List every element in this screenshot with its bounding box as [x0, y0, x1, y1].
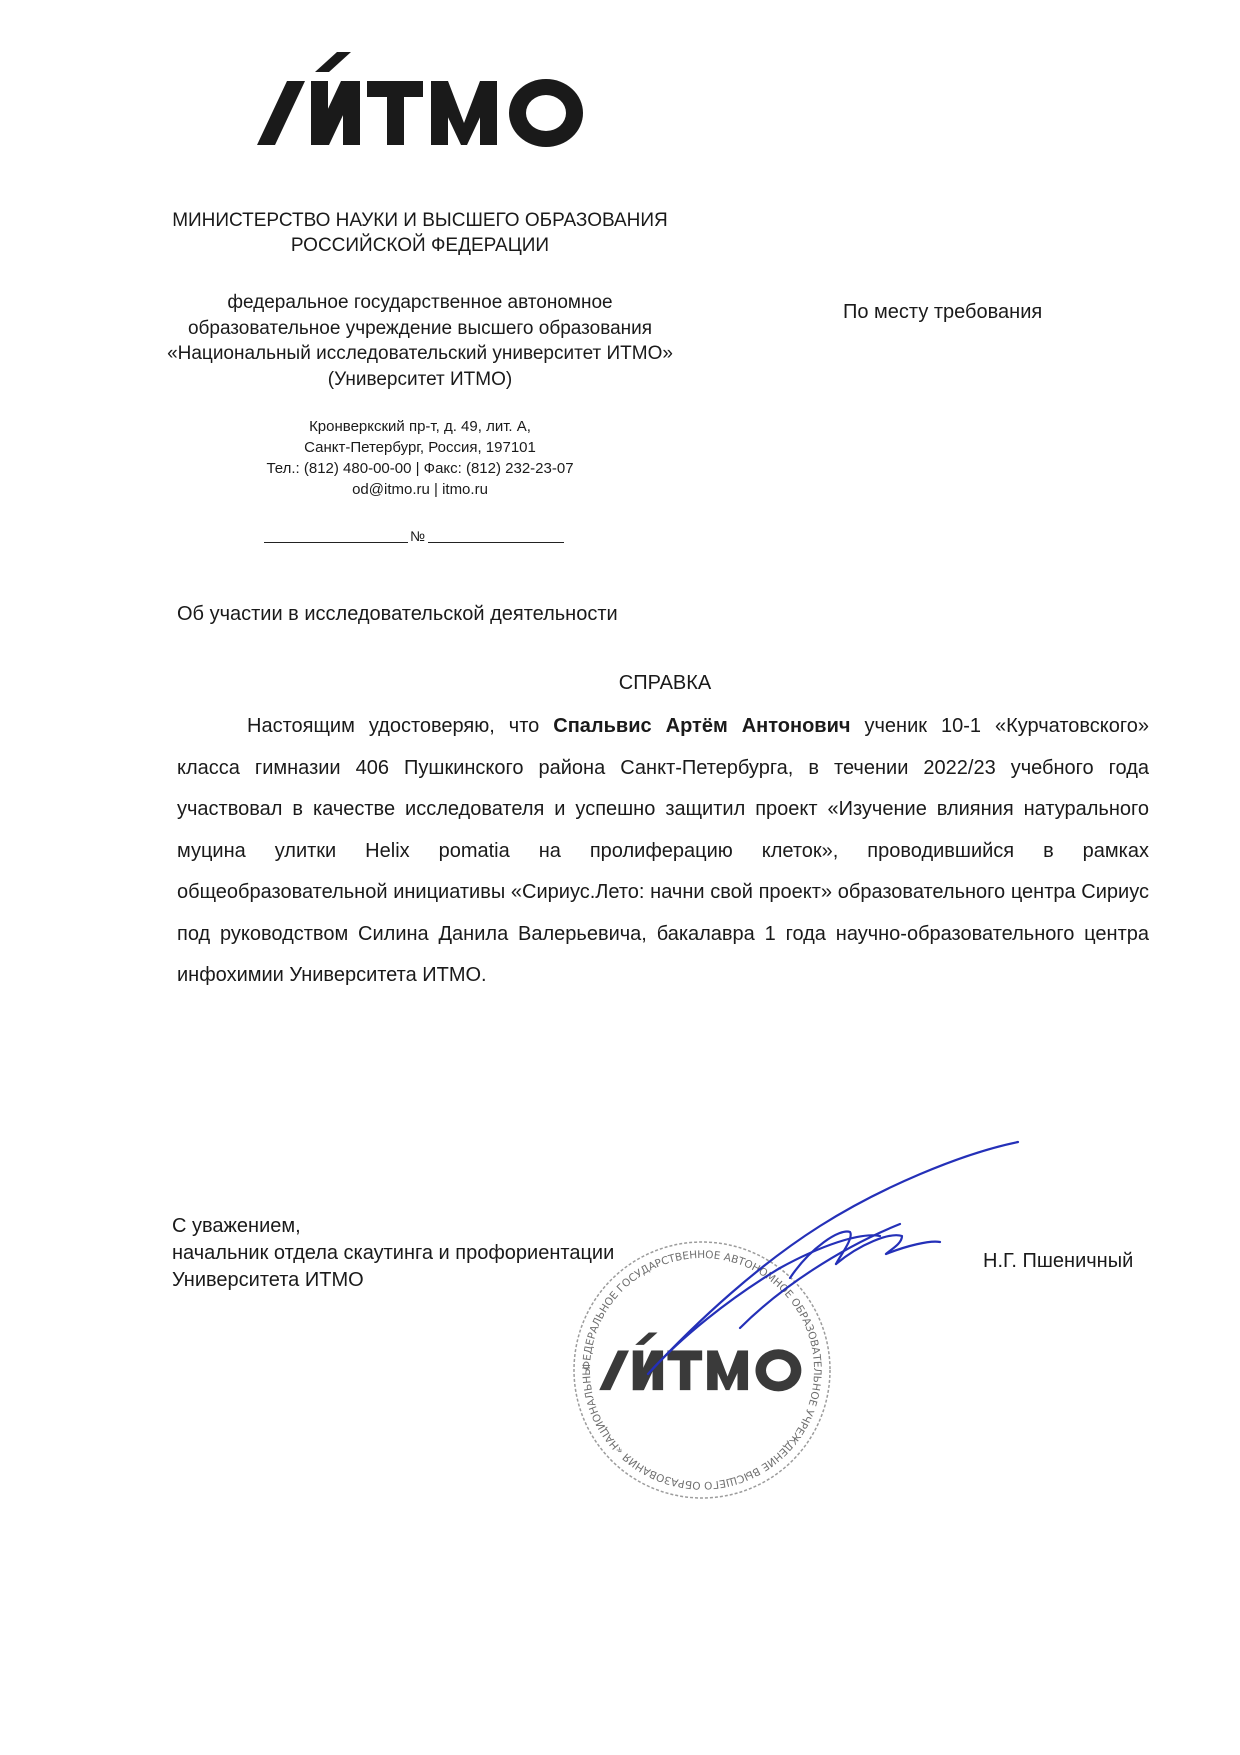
- handwritten-signature: [640, 1128, 1030, 1380]
- student-name: Спальвис Артём Антонович: [553, 715, 851, 737]
- body-text: ученик 10-1 «Курчатовского» класса гимназии 406 Пушкинского района Санкт-Петербурга, в течении 2022/23 учебного года участвовал в качестве исследователя и успешно защитил проект «Изучение влияния натурального муцина улитки Helix pomatia на пролиферацию клеток», проводившийся в рамках общеобразовательной инициативы «Сириус.Лето: начни свой проект» образовательного центра Сириус под руководством Силина Данила Валерьевича, бакалавра 1 года научно-образовательного центра инфохимии Университета ИТМО.: [177, 715, 1149, 986]
- closing-line: С уважением,: [172, 1215, 301, 1237]
- ministry-line-2: РОССИЙСКОЙ ФЕДЕРАЦИИ: [290, 235, 550, 256]
- document-subject: Об участии в исследовательской деятельности: [177, 603, 618, 625]
- certificate-body: [177, 706, 1149, 997]
- ministry-line-1: МИНИСТЕРСТВО НАУКИ И ВЫСШЕГО ОБРАЗОВАНИЯ: [172, 210, 668, 231]
- stamp-ring-text: ФЕДЕРАЛЬНОЕ ГОСУДАРСТВЕННОЕ АВТОНОМНОЕ ОБРАЗОВАТЕЛЬНОЕ УЧРЕЖДЕНИЕ ВЫСШЕГО ОБРАЗОВАНИЯ «НАЦИОНАЛЬНЫ: [580, 1248, 824, 1492]
- signer-position: начальник отдела скаутинга и профориентации: [172, 1242, 615, 1264]
- address-line-1: Кронверкский пр-т, д. 49, лит. А,: [309, 418, 531, 435]
- registration-number-line: [264, 528, 564, 548]
- itmo-logo: [255, 48, 595, 158]
- document-title: СПРАВКА: [618, 672, 712, 694]
- recipient: По месту требования: [843, 301, 1043, 323]
- address-line-3: Тел.: (812) 480-00-00 | Факс: (812) 232-23-07: [266, 460, 574, 477]
- ministry-heading: [150, 208, 690, 258]
- signature-graphic: [640, 1128, 1030, 1380]
- institution-line-1: федеральное государственное автономное: [227, 292, 613, 313]
- date-blank: [264, 542, 408, 543]
- institution-line-3: «Национальный исследовательский университет ИТМО»: [167, 343, 673, 364]
- institution-line-4: (Университет ИТМО): [327, 368, 513, 390]
- institution-address: [210, 416, 630, 500]
- number-sign: №: [410, 528, 426, 544]
- number-blank: [428, 542, 564, 543]
- signer-name: Н.Г. Пшеничный: [983, 1250, 1134, 1272]
- signer-organization: Университета ИТМО: [172, 1269, 364, 1291]
- address-line-4: od@itmo.ru | itmo.ru: [352, 481, 488, 498]
- address-line-2: Санкт-Петербург, Россия, 197101: [304, 439, 536, 456]
- body-lead: Настоящим удостоверяю, что: [247, 715, 554, 737]
- institution-line-2: образовательное учреждение высшего образования: [187, 317, 653, 339]
- itmo-logo-mark: [255, 48, 595, 158]
- institution-name: [150, 290, 690, 392]
